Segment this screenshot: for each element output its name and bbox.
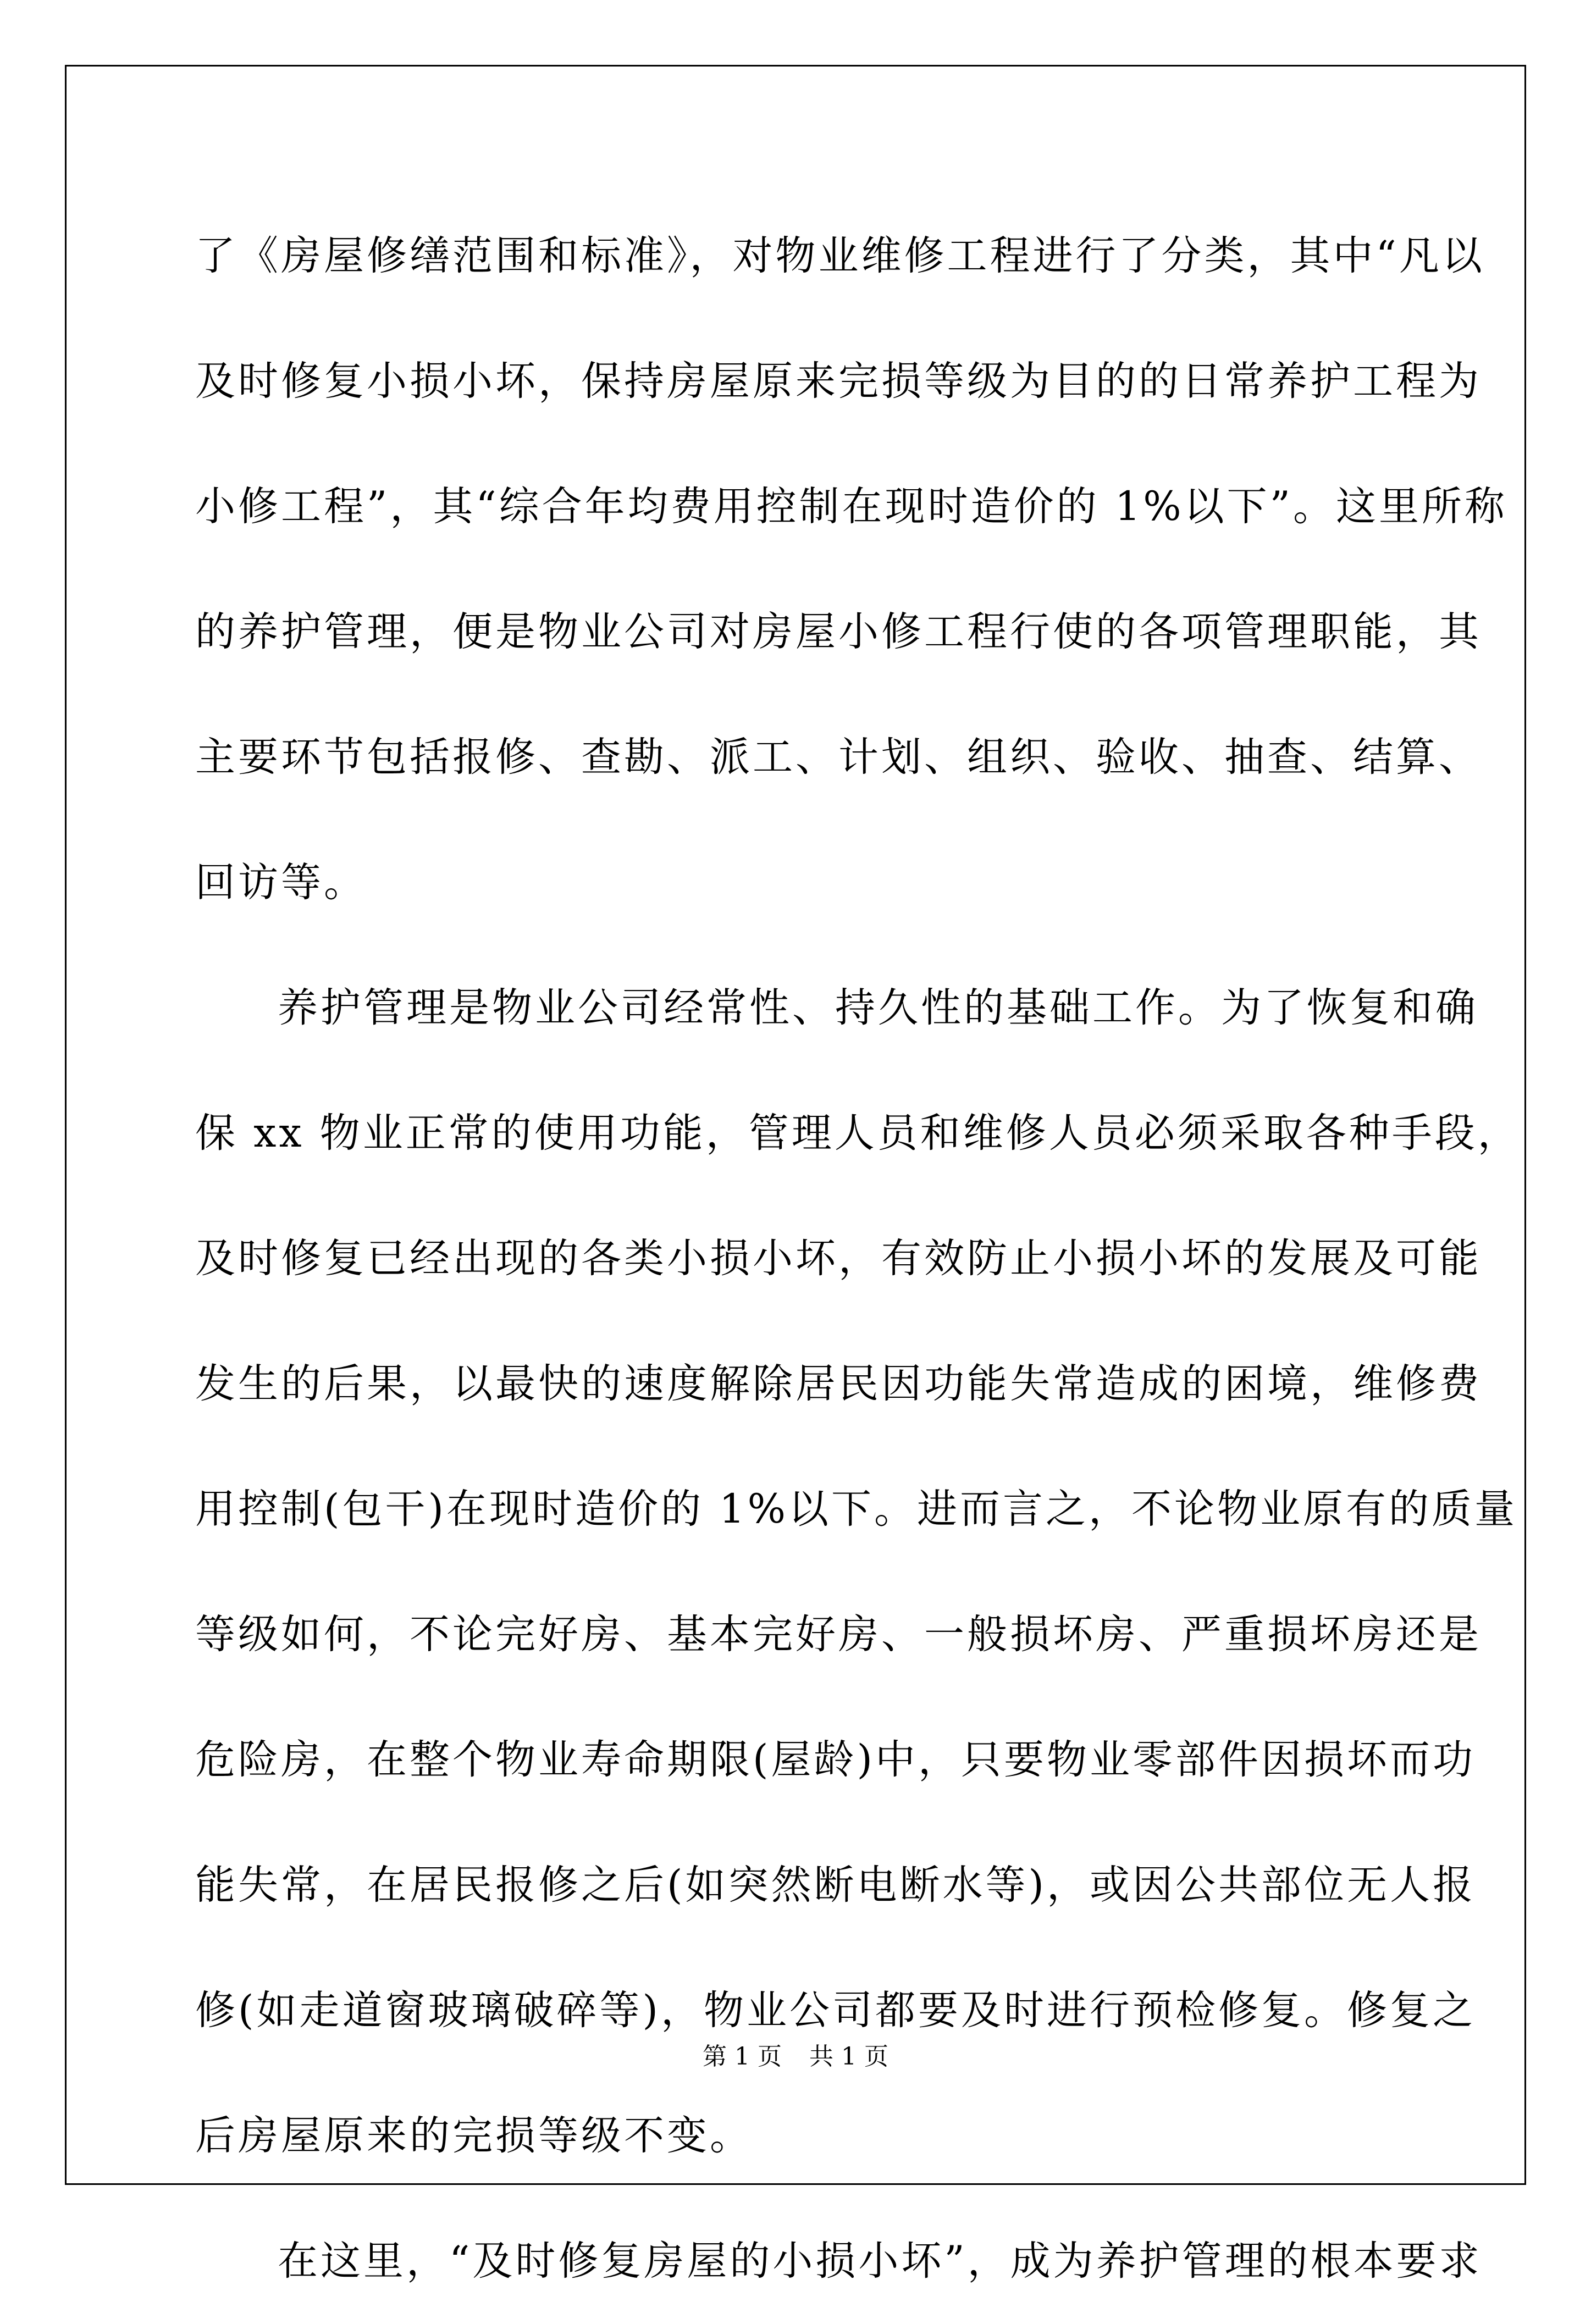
document-body	[195, 193, 1521, 2324]
text-line-5: 主要环节包括报修、查勘、派工、计划、组织、验收、抽查、结算、	[195, 734, 1482, 781]
text-line-8: 保 xx 物业正常的使用功能，管理人员和维修人员必须采取各种手段，	[195, 1110, 1521, 1157]
text-line-14: 能失常，在居民报修之后(如突然断电断水等)，或因公共部位无人报	[195, 1862, 1476, 1908]
paragraph-3-line-1: 在这里，“及时修复房屋的小损小坏”，成为养护管理的根本要求	[278, 2238, 1482, 2284]
page-number-total: 共 1 页	[809, 2043, 888, 2071]
text-line-15: 修(如走道窗玻璃破碎等)，物业公司都要及时进行预检修复。修复之	[195, 1987, 1476, 2034]
text-line-9: 及时修复已经出现的各类小损小坏，有效防止小损小坏的发展及可能	[195, 1235, 1482, 1282]
text-line-1: 了《房屋修缮范围和标准》，对物业维修工程进行了分类，其中“凡以	[195, 233, 1485, 279]
text-line-2: 及时修复小损小坏，保持房屋原来完损等级为目的的日常养护工程为	[195, 358, 1482, 405]
text-line-12: 等级如何，不论完好房、基本完好房、一般损坏房、严重损坏房还是	[195, 1611, 1482, 1658]
paragraph-2-line-1: 养护管理是物业公司经常性、持久性的基础工作。为了恢复和确	[278, 984, 1478, 1031]
text-line-16: 后房屋原来的完损等级不变。	[195, 2112, 753, 2159]
page-footer	[0, 2037, 1591, 2072]
text-line-6: 回访等。	[195, 859, 367, 906]
page-number-current: 第 1 页	[703, 2043, 782, 2071]
text-line-13: 危险房，在整个物业寿命期限(屋龄)中，只要物业零部件因损坏而功	[195, 1736, 1476, 1783]
text-line-11: 用控制(包干)在现时造价的 1%以下。进而言之，不论物业原有的质量	[195, 1486, 1517, 1532]
text-line-4: 的养护管理，便是物业公司对房屋小修工程行使的各项管理职能，其	[195, 608, 1482, 655]
text-line-10: 发生的后果，以最快的速度解除居民因功能失常造成的困境，维修费	[195, 1360, 1482, 1407]
text-line-3: 小修工程”，其“综合年均费用控制在现时造价的 1%以下”。这里所称	[195, 483, 1507, 530]
